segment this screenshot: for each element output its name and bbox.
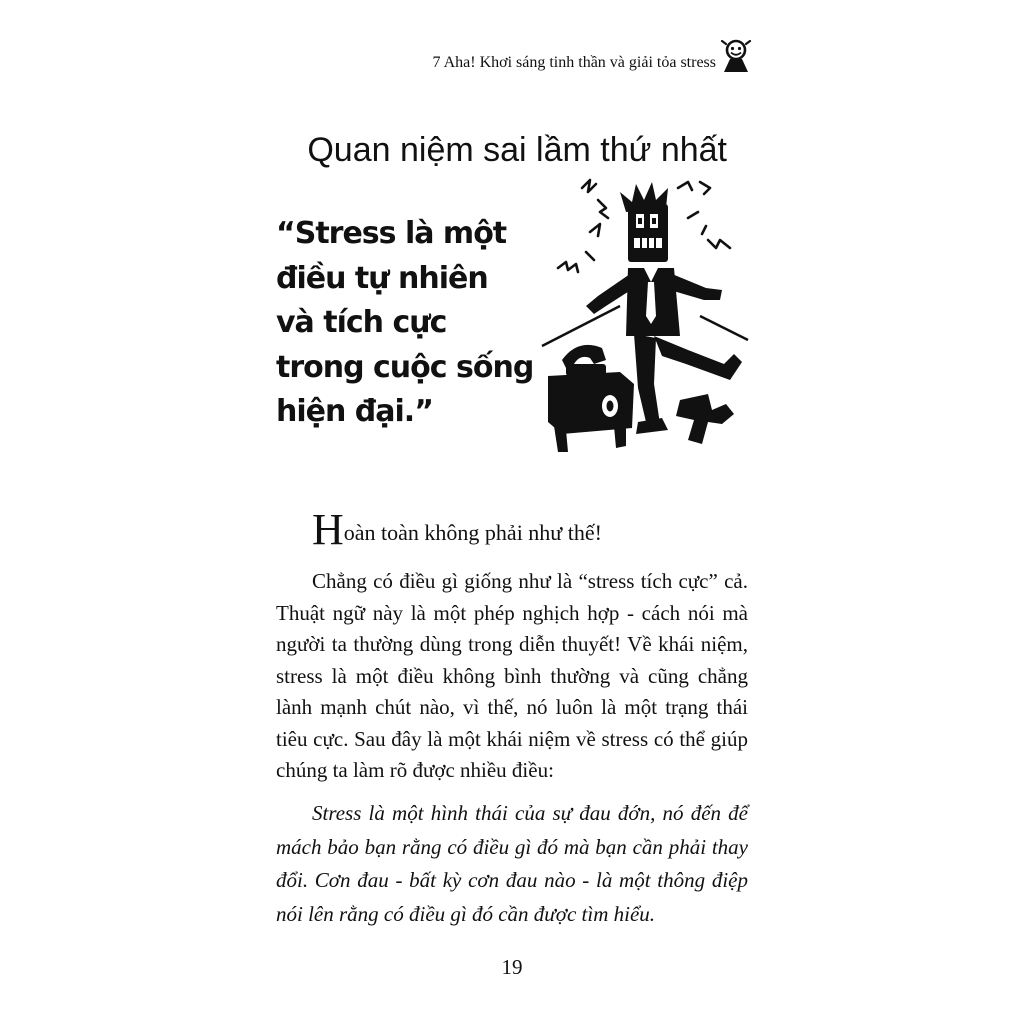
running-header: 7 Aha! Khơi sáng tinh thần và giải tỏa stress <box>432 54 716 71</box>
quote-line: hiện đại.” <box>276 394 433 429</box>
stressed-man-kicking-desk-illustration <box>538 178 754 456</box>
drop-cap: H <box>312 505 344 554</box>
quote-line: trong cuộc sống <box>276 349 534 385</box>
body-paragraph: Chẳng có điều gì giống như là “stress tích cực” cả. Thuật ngữ này là một phép nghịch hợp - cách nói mà người ta thường dùng trong diễn thuyết! Về khái niệm, stress là một điều không bình thường và cũng chẳng lành mạnh chút nào, vì thế, nó luôn là một trạng thái tiêu cực. Sau đây là một khái niệm về stress có thể giúp chúng ta làm rõ được nhiều điều: <box>276 569 748 782</box>
quote-line: “Stress là một <box>276 216 507 251</box>
pull-quote <box>276 212 556 435</box>
quote-line: điều tự nhiên <box>276 260 488 296</box>
smiling-figure-icon <box>720 38 752 74</box>
quote-line: và tích cực <box>276 305 447 340</box>
lead-sentence <box>312 505 602 555</box>
lead-text: oàn toàn không phải như thế! <box>343 520 602 545</box>
section-title: Quan niệm sai lầm thứ nhất <box>307 131 727 169</box>
page-number: 19 <box>501 955 523 979</box>
italic-definition-paragraph: Stress là một hình thái của sự đau đớn, nó đến để mách bảo bạn rằng có điều gì đó mà bạn cần phải thay đổi. Cơn đau - bất kỳ cơn đau nào - là một thông điệp nói lên rằng có điều gì đó cần được tìm hiểu. <box>276 801 748 926</box>
